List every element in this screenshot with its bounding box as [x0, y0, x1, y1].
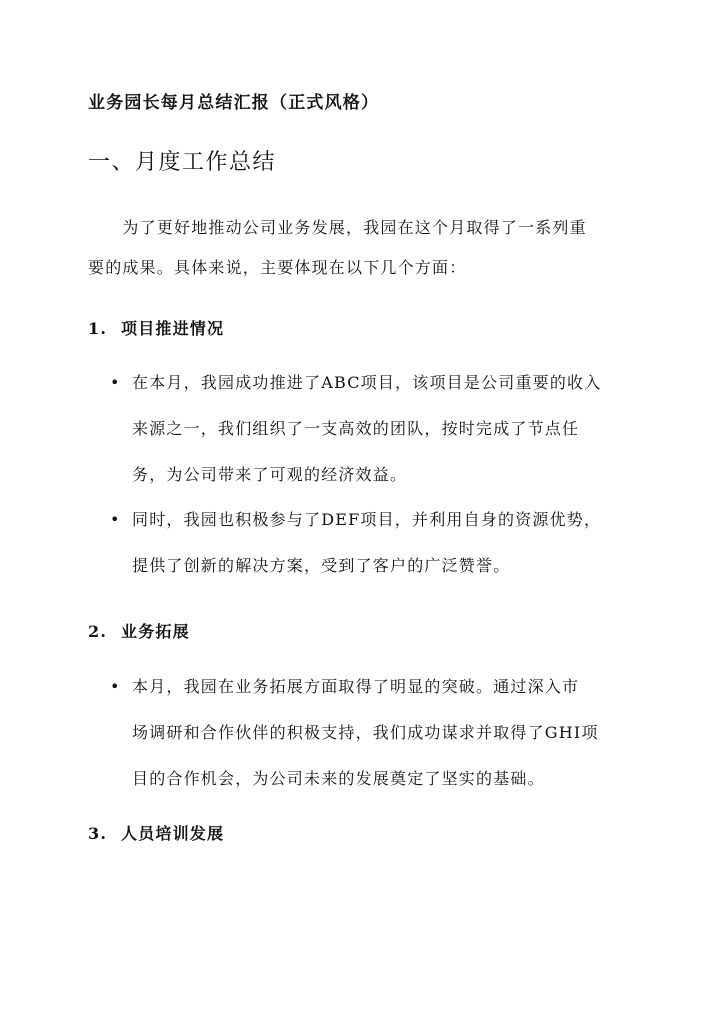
section-heading-monthly-summary: 一、月度工作总结	[88, 150, 277, 175]
subheading-number: 1.	[88, 319, 108, 338]
list-item	[110, 360, 630, 498]
subheading-number: 2.	[88, 622, 108, 641]
intro-paragraph	[88, 208, 633, 288]
intro-line: 为了更好地推动公司业务发展，我园在这个月取得了一系列重	[88, 218, 587, 237]
list-item-line: 在本月，我园成功推进了ABC项目，该项目是公司重要的收入	[132, 373, 602, 392]
subheading-business-expansion	[88, 619, 190, 642]
intro-line: 要的成果。具体来说，主要体现在以下几个方面：	[88, 258, 467, 277]
subheading-text: 人员培训发展	[121, 824, 225, 843]
list-item-line: 务，为公司带来了可观的经济效益。	[132, 465, 408, 484]
list-item-line: 同时，我园也积极参与了DEF项目，并利用自身的资源优势，	[132, 510, 602, 529]
list-item-line: 场调研和合作伙伴的积极支持，我们成功谋求并取得了GHI项	[132, 723, 599, 742]
subheading-text: 项目推进情况	[121, 319, 225, 338]
bullet-icon: •	[110, 373, 121, 392]
bullet-icon: •	[110, 510, 121, 529]
subheading-number: 3.	[88, 824, 108, 843]
subheading-project-progress	[88, 316, 224, 339]
list-item-line: 目的合作机会，为公司未来的发展奠定了坚实的基础。	[132, 769, 545, 788]
subheading-text: 业务拓展	[121, 622, 190, 641]
list-item-line: 提供了创新的解决方案，受到了客户的广泛赞誉。	[132, 556, 511, 575]
list-item-line: 来源之一，我们组织了一支高效的团队，按时完成了节点任	[132, 419, 580, 438]
subheading-staff-training	[88, 821, 224, 844]
document-title: 业务园长每月总结汇报（正式风格）	[88, 93, 380, 113]
list-item	[110, 664, 630, 802]
list-item-line: 本月，我园在业务拓展方面取得了明显的突破。通过深入市	[132, 677, 580, 696]
list-item	[110, 497, 630, 589]
bullet-icon: •	[110, 677, 121, 696]
